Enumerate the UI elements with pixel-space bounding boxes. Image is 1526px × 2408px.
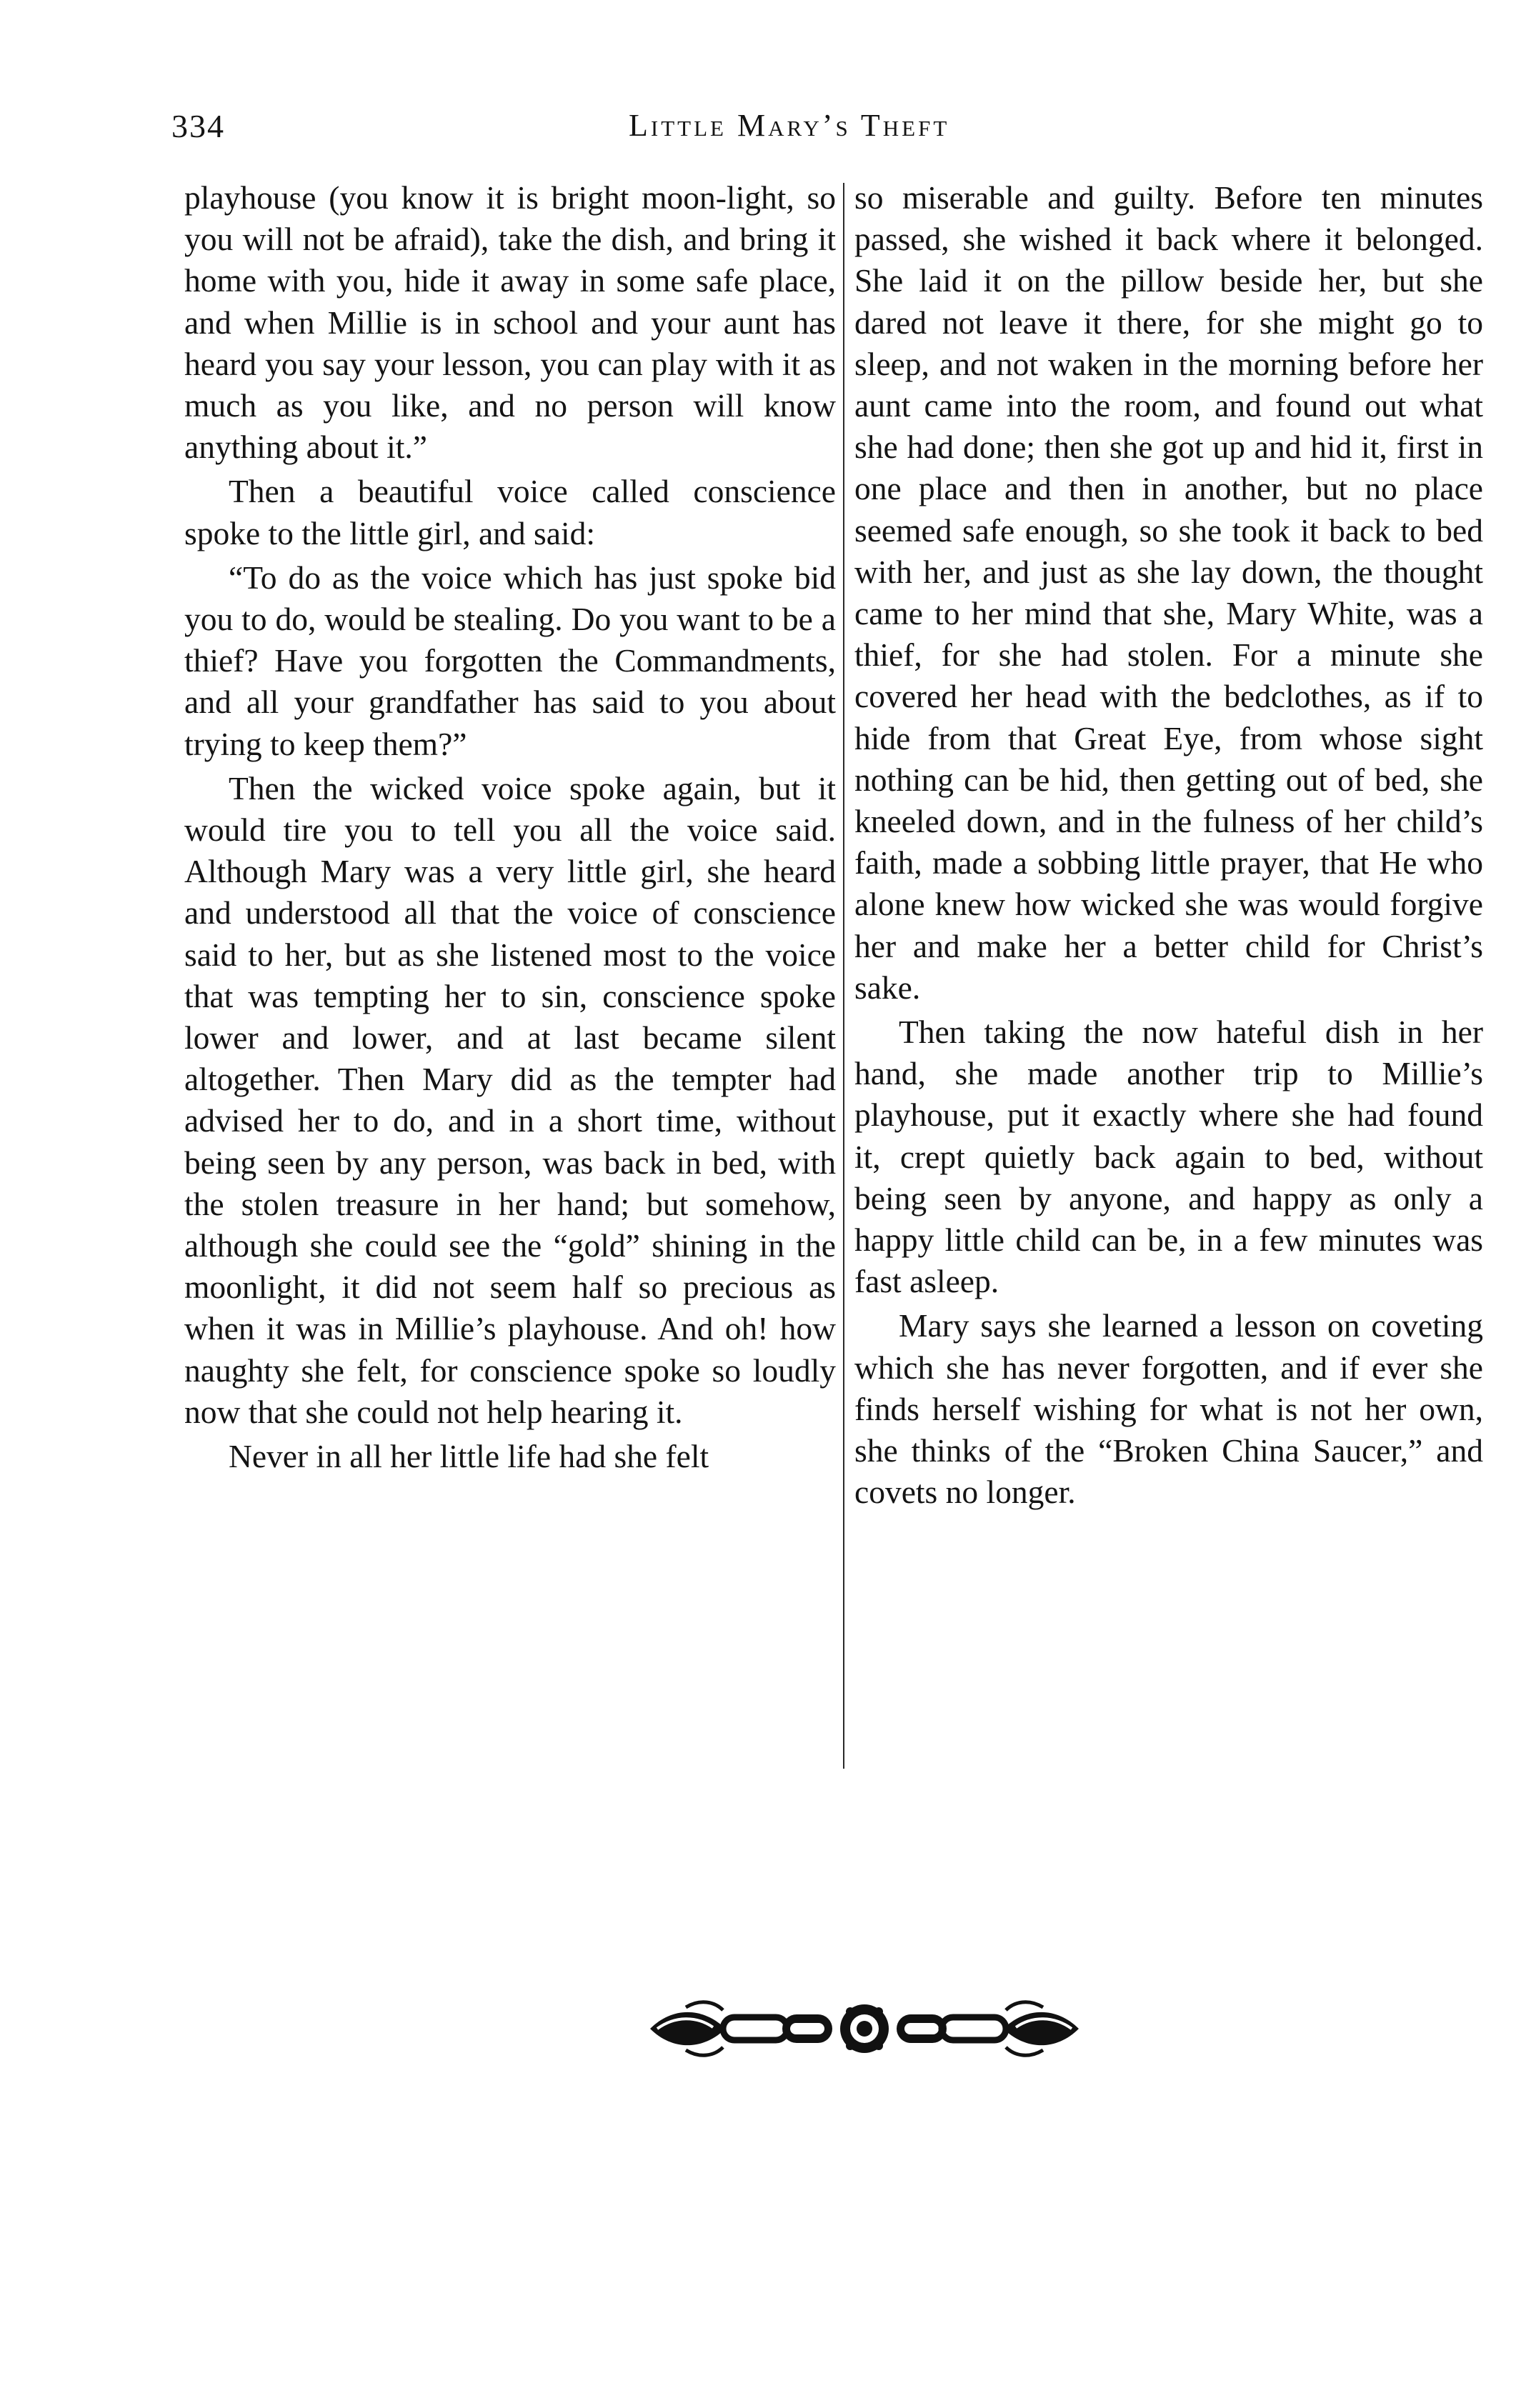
chain-flourish-icon [643, 1986, 1086, 2072]
page-number: 334 [171, 108, 225, 144]
column-divider [843, 183, 844, 1769]
paragraph: Mary says she learned a lesson on coveting which she has never forgotten, and if ever she finds herself wishing for what is not her own, she thinks of the “Broken China Saucer,” and covets no longer. [854, 1307, 1483, 1511]
running-head [171, 107, 1500, 150]
left-column [184, 177, 836, 1477]
right-column [854, 177, 1483, 1514]
paragraph: Then taking the now hateful dish in her hand, she made another trip to Millie’s playhouse, put it exactly where she had found it, crept quietly back again to bed, without being seen by anyone, and happy as only a happy little child can be, in a few minutes was fast asleep. [854, 1014, 1483, 1300]
paragraph: so miserable and guilty. Before ten minutes passed, she wished it back where it belonged. She laid it on the pillow beside her, but she dared not leave it there, for she might go to sleep, and not waken in the morning before her aunt came into the room, and found out what she had done; then she got up and hid it, first in one place and then in another, but no place seemed safe enough, so she took it back to bed with her, and just as she lay down, the thought came to her mind that she, Mary White, was a thief, for she had stolen. For a minute she covered her head with the bedclothes, as if to hide from that Great Eye, from whose sight nothing can be hid, then getting out of bed, she kneeled down, and in the fulness of her child’s faith, made a sobbing little prayer, that He who alone knew how wicked she was would forgive her and make her a better child for Christ’s sake. [854, 179, 1483, 1006]
paragraph: “To do as the voice which has just spoke bid you to do, would be stealing. Do you want to be a thief? Have you forgotten the Commandments, and all your grandfather has said to you about trying to keep them?” [184, 559, 836, 762]
running-title: Little Mary’s Theft [629, 108, 950, 143]
paragraph: Then a beautiful voice called conscience spoke to the little girl, and said: [184, 473, 836, 551]
paragraph: playhouse (you know it is bright moon-light, so you will not be afraid), take the dish, and bring it home with you, hide it away in some safe place, and when Millie is in school and your aunt has heard you say your lesson, you can play with it as much as you like, and no person will know anything about it.” [184, 179, 836, 466]
paragraph: Then the wicked voice spoke again, but it would tire you to tell you all the voice said. Although Mary was a very little girl, she heard and understood all that the voice of conscience said to her, but as she listened most to the voice that was tempting her to sin, conscience spoke lower and lower, and at last became silent altogether. Then Mary did as the tempter had advised her to do, and in a short time, without being seen by any person, was back in bed, with the stolen treasure in her hand; but somehow, although she could see the “gold” shining in the moonlight, it did not seem half so precious as when it was in Millie’s playhouse. And oh! how naughty she felt, for conscience spoke so loudly now that she could not help hearing it. [184, 769, 836, 1430]
paragraph: Never in all her little life had she felt [229, 1438, 709, 1475]
